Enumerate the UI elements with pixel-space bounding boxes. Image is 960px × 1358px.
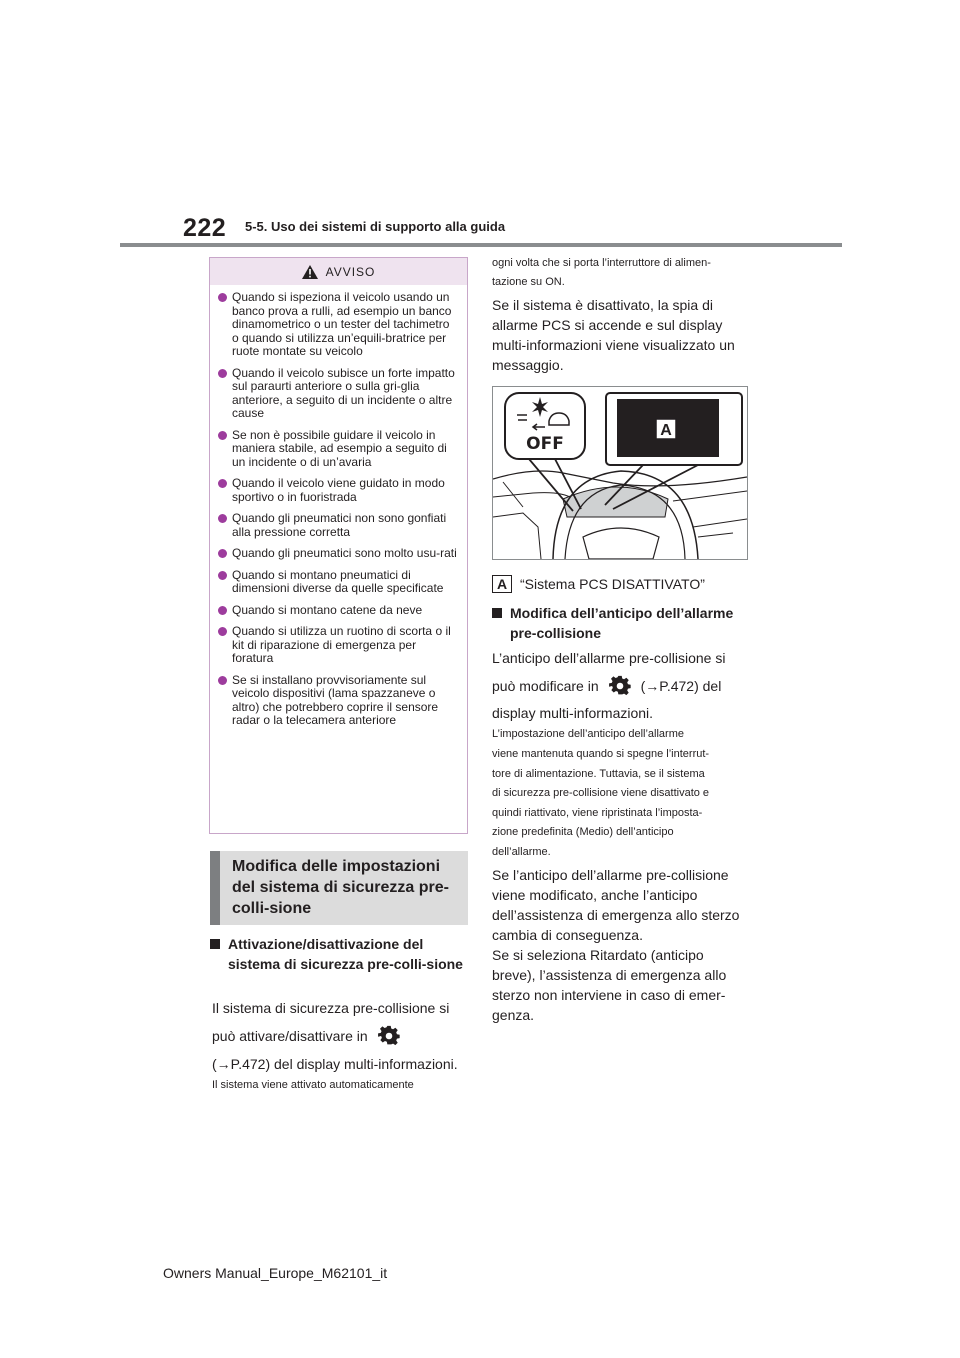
paragraph-line: L’anticipo dell’allarme pre-collisione si: [492, 650, 726, 666]
header-rule: [120, 243, 842, 247]
list-item: Quando si utilizza un ruotino di scorta o il kit di riparazione di emergenza per foratura: [218, 625, 457, 666]
warning-triangle-icon: [302, 265, 318, 279]
section-title: Modifica delle impostazioni del sistema di sicurezza pre-colli-sione: [232, 858, 449, 917]
bullet-icon: [218, 571, 227, 580]
off-icon-text: OFF: [526, 434, 564, 454]
note-text: Il sistema viene attivato automaticamente: [212, 1079, 414, 1091]
callout-a-label: A: [660, 422, 672, 439]
paragraph-line: Il sistema di sicurezza pre-collisione si: [212, 1000, 450, 1016]
note-text: zione predefinita (Medio) dell’anticipo: [492, 826, 674, 838]
list-item: Quando si montano catene da neve: [218, 604, 457, 618]
bullet-icon: [218, 514, 227, 523]
bullet-icon: [218, 369, 227, 378]
bullet-icon: [218, 479, 227, 488]
warning-list: [210, 285, 467, 728]
bullet-icon: [218, 293, 227, 302]
list-item: Quando si ispeziona il veicolo usando un banco prova a rulli, ad esempio un banco dinamometrico o un tester del tachimetro o quando si utilizza un’equili-bratrice per ruote montate su veicolo: [218, 291, 457, 359]
warning-title: AVVISO: [325, 264, 376, 279]
note-text: dell’allarme.: [492, 846, 551, 858]
note-text: tore di alimentazione. Tuttavia, se il sistema: [492, 768, 705, 780]
square-bullet-icon: [210, 939, 220, 949]
list-item: Quando gli pneumatici sono molto usu-rati: [218, 547, 457, 561]
page-number: 222: [183, 214, 227, 242]
note-text: viene mantenuta quando si spegne l’interrut-: [492, 748, 710, 760]
dashboard-illustration: [492, 386, 748, 560]
bullet-icon: [218, 676, 227, 685]
paragraph-line: (→P.472) del display multi-informazioni.: [212, 1056, 458, 1072]
paragraph: Se l’anticipo dell’allarme pre-collisione viene modificato, anche l’anticipo dell’assistenza di emergenza allo sterzo cambia di conseguenza.: [492, 867, 740, 943]
list-item: Se si installano provvisoriamente sul veicolo dispositivi (lama spazzaneve o altro) che potrebbero coprire il sensore radar o la telecamera anteriore: [218, 674, 457, 728]
bullet-icon: [218, 549, 227, 558]
list-item: Se non è possibile guidare il veicolo in maniera stabile, ad esempio a seguito di un incidente o di un’avaria: [218, 429, 457, 470]
list-item: Quando il veicolo subisce un forte impatto sul paraurti anteriore o sulla gri-glia anteriore, a seguito di un incidente o altre cause: [218, 367, 457, 421]
note-text: ogni volta che si porta l’interruttore di alimen-: [492, 257, 711, 269]
note-text: tazione su ON.: [492, 276, 565, 288]
callout-badge: A: [492, 575, 512, 593]
list-item: Quando il veicolo viene guidato in modo sportivo o in fuoristrada: [218, 477, 457, 504]
warning-box: [209, 257, 468, 834]
paragraph: Se il sistema è disattivato, la spia di allarme PCS si accende e sul display multi-informazioni viene visualizzato un messaggio.: [492, 297, 735, 373]
bullet-icon: [218, 431, 227, 440]
subhead-activation: Attivazione/disattivazione del sistema di sicurezza pre-colli-sione: [210, 934, 468, 974]
section-header: 5-5. Uso dei sistemi di supporto alla guida: [245, 219, 506, 234]
subhead-timing: Modifica dell’anticipo dell’allarme pre-collisione: [492, 603, 754, 643]
bullet-icon: [218, 627, 227, 636]
section-bar: [210, 851, 220, 925]
note-text: di sicurezza pre-collisione viene disattivato e: [492, 787, 710, 799]
footer-text: Owners Manual_Europe_M62101_it: [163, 1265, 388, 1281]
gear-icon: [609, 675, 631, 697]
dashboard-drawing: [493, 387, 747, 559]
note-text: quindi riattivato, viene ripristinata l’imposta-: [492, 807, 703, 819]
paragraph-line: può attivare/disattivare in: [212, 1025, 400, 1047]
figure-caption: [492, 574, 705, 594]
warning-header: [210, 258, 467, 285]
paragraph-line: display multi-informazioni.: [492, 705, 654, 721]
caption-text: “Sistema PCS DISATTIVATO”: [520, 576, 705, 592]
square-bullet-icon: [492, 608, 502, 618]
list-item: Quando gli pneumatici non sono gonfiati alla pressione corretta: [218, 512, 457, 539]
gear-icon: [378, 1025, 400, 1047]
section-title-box: [210, 851, 468, 925]
paragraph-line: può modificare in (→P.472) del: [492, 675, 721, 697]
paragraph: Se si seleziona Ritardato (anticipo breve), l’assistenza di emergenza allo sterzo non interviene in caso di emer-genza.: [492, 947, 727, 1023]
bullet-icon: [218, 606, 227, 615]
note-text: L’impostazione dell’anticipo dell’allarme: [492, 728, 684, 740]
list-item: Quando si montano pneumatici di dimensioni diverse da quelle specificate: [218, 569, 457, 596]
